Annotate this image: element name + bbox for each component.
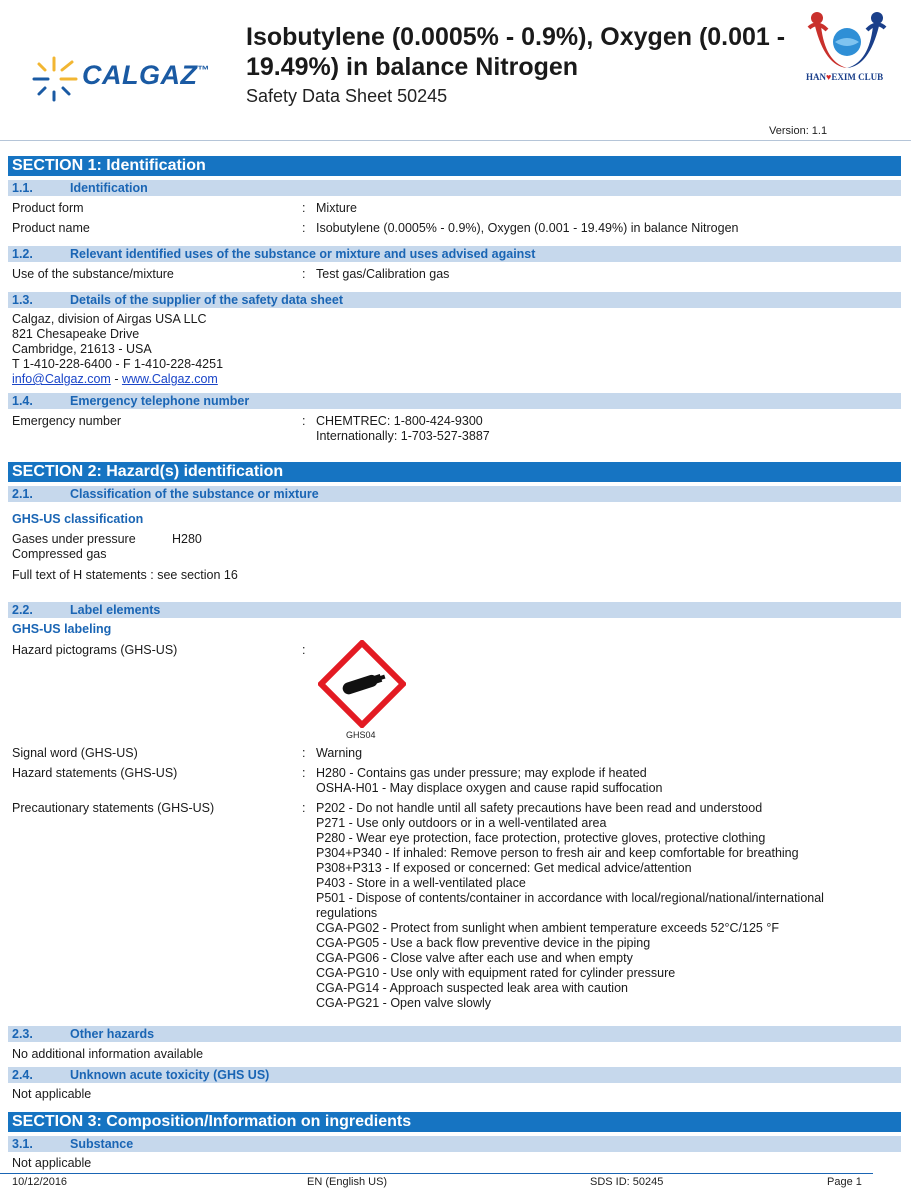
precaution-item: P271 - Use only outdoors or in a well-ventilated area xyxy=(316,816,607,830)
section-3-heading: SECTION 3: Composition/Information on ingredients xyxy=(8,1112,901,1132)
supplier-line: 821 Chesapeake Drive xyxy=(12,327,140,341)
precaution-item: CGA-PG10 - Use only with equipment rated for cylinder pressure xyxy=(316,966,676,980)
han-exim-club-text: HAN♥EXIM CLUB xyxy=(806,72,884,82)
supplier-line: Cambridge, 21613 - USA xyxy=(12,342,152,356)
colon: : xyxy=(302,801,306,815)
colon: : xyxy=(302,414,306,428)
precaution-item: CGA-PG21 - Open valve slowly xyxy=(316,996,492,1010)
precaution-item: CGA-PG06 - Close valve after each use and when empty xyxy=(316,951,633,965)
precaution-item: CGA-PG02 - Protect from sunlight when ambient temperature exceeds 52°C/125 °F xyxy=(316,921,779,935)
colon: : xyxy=(302,201,306,215)
colon: : xyxy=(302,766,306,780)
ghs-labeling-heading: GHS-US labeling xyxy=(12,622,112,636)
hazard-statements-label: Hazard statements (GHS-US) xyxy=(12,766,178,780)
supplier-line: Calgaz, division of Airgas USA LLC xyxy=(12,312,207,326)
subsection-2-3: 2.3. Other hazards xyxy=(8,1026,901,1042)
toxicity-value: Not applicable xyxy=(12,1087,92,1101)
subsection-1-2: 1.2. Relevant identified uses of the substance or mixture and uses advised against xyxy=(8,246,901,262)
subsection-2-2: 2.2. Label elements xyxy=(8,602,901,618)
subsection-2-4: 2.4. Unknown acute toxicity (GHS US) xyxy=(8,1067,901,1083)
pictograms-label: Hazard pictograms (GHS-US) xyxy=(12,643,178,657)
precaution-item: P501 - Dispose of contents/container in accordance with local/regional/national/international xyxy=(316,891,824,905)
product-name-label: Product name xyxy=(12,221,90,235)
footer-divider xyxy=(0,1173,873,1174)
hazard-statements-list xyxy=(316,766,662,796)
classification-line1-label: Gases under pressure xyxy=(12,532,136,546)
ghs-classification-heading: GHS-US classification xyxy=(12,512,144,526)
hazard-statement: OSHA-H01 - May displace oxygen and cause rapid suffocation xyxy=(316,781,663,795)
globe-people-icon xyxy=(795,6,905,76)
pictogram-code: GHS04 xyxy=(346,730,376,740)
email-link[interactable]: info@Calgaz.com xyxy=(12,372,111,386)
use-label: Use of the substance/mixture xyxy=(12,267,174,281)
heart-icon: ♥ xyxy=(826,72,832,82)
use-value: Test gas/Calibration gas xyxy=(316,267,450,281)
precaution-item: P403 - Store in a well-ventilated place xyxy=(316,876,526,890)
precaution-item: CGA-PG14 - Approach suspected leak area with caution xyxy=(316,981,628,995)
gas-cylinder-icon xyxy=(318,640,406,728)
product-name-value: Isobutylene (0.0005% - 0.9%), Oxygen (0.001 - 19.49%) in balance Nitrogen xyxy=(316,221,739,235)
precaution-item: P202 - Do not handle until all safety precautions have been read and understood xyxy=(316,801,763,815)
header-divider xyxy=(0,140,911,141)
precautionary-list xyxy=(316,801,824,1011)
colon: : xyxy=(302,221,306,235)
section-1-heading: SECTION 1: Identification xyxy=(8,156,901,176)
signal-word-value: Warning xyxy=(316,746,363,760)
link-separator: - xyxy=(110,372,122,386)
emergency-value: CHEMTREC: 1-800-424-9300 Internationally: 1-703-527-3887 xyxy=(316,414,490,443)
colon: : xyxy=(302,267,306,281)
sunburst-icon xyxy=(28,56,80,102)
classification-line2: Compressed gas xyxy=(12,547,107,561)
full-text-note: Full text of H statements : see section 16 xyxy=(12,568,238,582)
footer-date: 10/12/2016 xyxy=(12,1176,68,1188)
colon: : xyxy=(302,643,306,657)
supplier-address xyxy=(12,312,223,387)
subsection-1-3: 1.3. Details of the supplier of the safety data sheet xyxy=(8,292,901,308)
gas-cylinder-pictogram xyxy=(318,640,406,728)
substance-value: Not applicable xyxy=(12,1156,92,1170)
precaution-item: P308+P313 - If exposed or concerned: Get medical advice/attention xyxy=(316,861,692,875)
han-exim-club-logo xyxy=(795,6,905,96)
document-subtitle: Safety Data Sheet 50245 xyxy=(246,86,448,106)
precaution-item: regulations xyxy=(316,906,378,920)
subsection-1-4: 1.4. Emergency telephone number xyxy=(8,393,901,409)
footer-language: EN (English US) xyxy=(307,1176,388,1188)
precaution-item: P304+P340 - If inhaled: Remove person to fresh air and keep comfortable for breathing xyxy=(316,846,799,860)
website-link[interactable]: www.Calgaz.com xyxy=(121,372,218,386)
product-form-label: Product form xyxy=(12,201,84,215)
footer-page: Page 1 xyxy=(827,1176,862,1188)
footer-sds-id: SDS ID: 50245 xyxy=(590,1176,664,1188)
precaution-item: P280 - Wear eye protection, face protection, protective gloves, protective clothing xyxy=(316,831,766,845)
other-hazards-value: No additional information available xyxy=(12,1047,204,1061)
calgaz-wordmark: CALGAZ™ xyxy=(82,60,210,90)
supplier-line: T 1-410-228-6400 - F 1-410-228-4251 xyxy=(12,357,224,371)
subsection-2-1: 2.1. Classification of the substance or mixture xyxy=(8,486,901,502)
colon: : xyxy=(302,746,306,760)
subsection-1-1: 1.1. Identification xyxy=(8,180,901,196)
classification-code: H280 xyxy=(172,532,202,546)
subsection-3-1: 3.1. Substance xyxy=(8,1136,901,1152)
section-2-heading: SECTION 2: Hazard(s) identification xyxy=(8,462,901,482)
version-label: Version: 1.1 xyxy=(769,125,828,137)
precautionary-label: Precautionary statements (GHS-US) xyxy=(12,801,215,815)
product-form-value: Mixture xyxy=(316,201,357,215)
precaution-item: CGA-PG05 - Use a back flow preventive device in the piping xyxy=(316,936,651,950)
document-title: Isobutylene (0.0005% - 0.9%), Oxygen (0.001 - 19.49%) in balance Nitrogen xyxy=(246,23,786,81)
signal-word-label: Signal word (GHS-US) xyxy=(12,746,138,760)
emergency-label: Emergency number xyxy=(12,414,122,428)
hazard-statement: H280 - Contains gas under pressure; may explode if heated xyxy=(316,766,647,780)
